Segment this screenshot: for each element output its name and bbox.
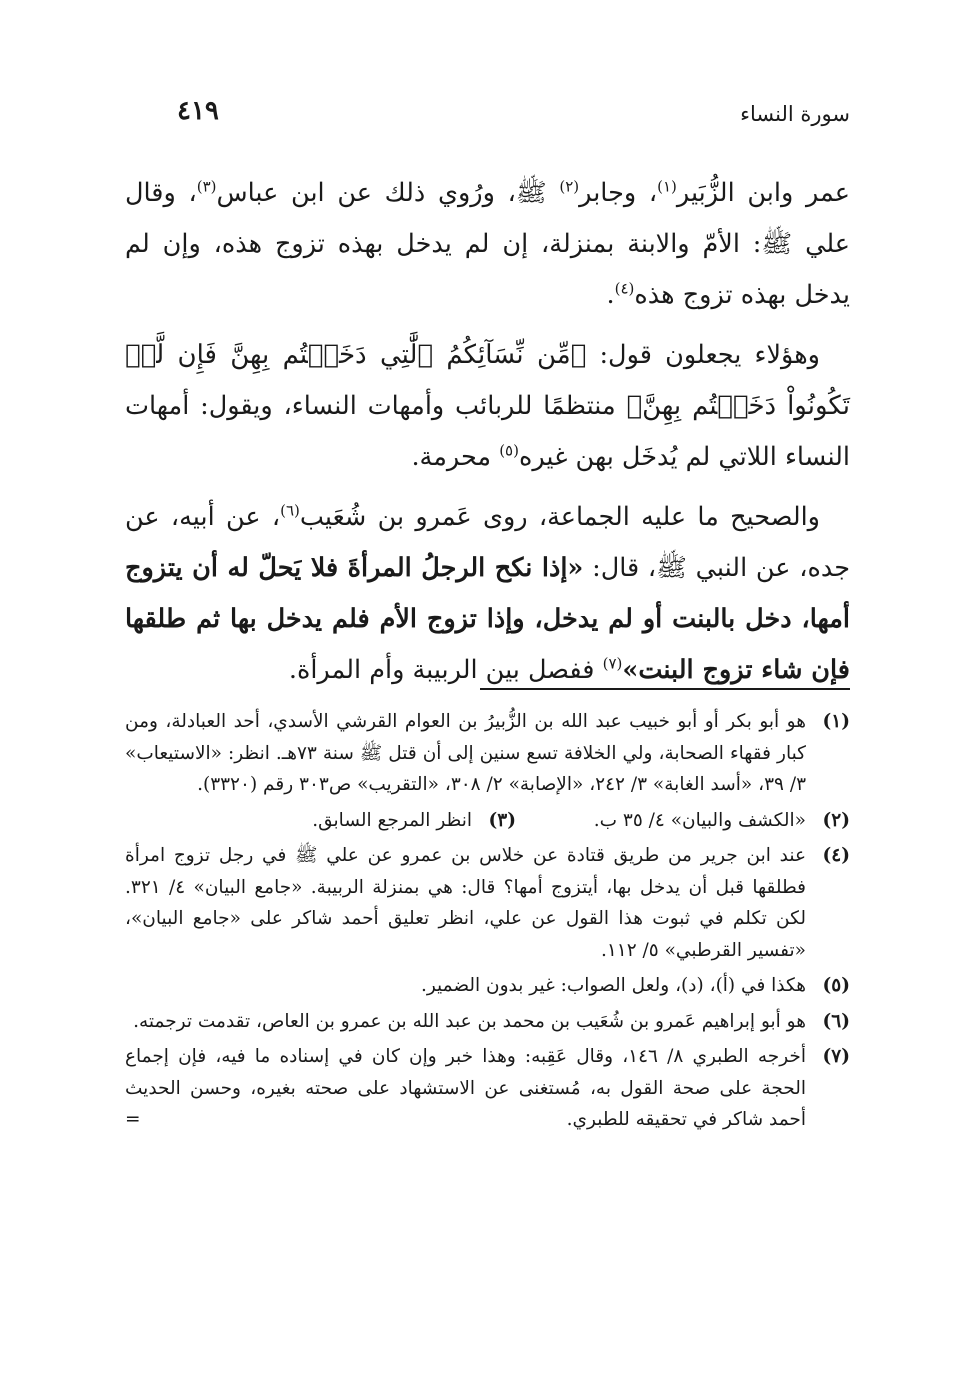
surah-title: سورة النساء <box>740 102 850 126</box>
text-run: ففصل بين الربيبة وأم المرأة. <box>288 655 603 685</box>
footnote-ref-2[interactable]: (٢) <box>559 177 580 196</box>
footnote-number: (٦) <box>822 1010 850 1032</box>
footnote-1 <box>125 706 850 801</box>
text-run: وهؤلاء يجعلون قول: <box>586 340 820 370</box>
footnote-text: انظر المرجع السابق. <box>312 809 472 831</box>
text-run: ، عن أبيه، عن جده، عن النبي ﷺ، قال: <box>125 502 850 583</box>
footnote-4 <box>125 840 850 966</box>
text-run: ، وقال علي ﷺ: الأمّ والابنة بمنزلة، إن لم يدخل بهذه تزوج هذه، وإن لم يدخل بهذه تزوج هذه <box>125 178 850 310</box>
footnotes <box>125 706 850 1140</box>
footnote-ref-7[interactable]: (٧) <box>602 654 623 673</box>
footnote-ref-1[interactable]: (١) <box>657 177 677 196</box>
paragraph-3 <box>125 492 850 696</box>
text-run: ، وجابر <box>579 178 658 208</box>
footnote-number: (٢) <box>822 809 850 831</box>
paragraph-2 <box>125 330 850 483</box>
paragraph-1 <box>125 168 850 321</box>
footnote-ref-4[interactable]: (٤) <box>614 279 635 298</box>
footnote-text: هو أبو إبراهيم عَمرو بن شُعَيب بن محمد بن عبد الله بن عمرو بن العاص، تقدمت ترجمته. <box>133 1010 806 1032</box>
quran-quote: ﴿مِّن نِّسَآئِكُمُ ٱلَّٰتِي دَخَلۡتُم بِهِنَّ فَإِن لَّمۡ تَكُونُواْ دَخَلۡتُم بِهِنَّ﴾ <box>125 340 850 421</box>
main-text <box>125 168 850 705</box>
footnote-6 <box>125 1006 850 1038</box>
text-run: والصحيح ما عليه الجماعة، روى عَمرو بن شُعَيب <box>299 502 820 532</box>
text-run: ﷺ، ورُوي ذلك عن ابن عباس <box>216 178 560 208</box>
text-run: عمر وابن الزُّبَير <box>676 178 851 208</box>
footnote-2 <box>516 805 850 837</box>
text-run: منتظمًا للربائب وأمهات النساء، ويقول: أمهات النساء اللاتي لم يُدخَل بهن غيره <box>125 391 850 472</box>
text-run: . <box>606 280 615 310</box>
footnote-5 <box>125 970 850 1002</box>
footnote-number: (٥) <box>822 975 850 996</box>
footnote-3 <box>312 805 516 837</box>
hadith-quote: «إذا نكح الرجلُ المرأةَ فلا يَحلّ له أن يتزوج أمها، دخل بالبنت أو لم يدخل، وإذا تزوج الأم فلم يدخل بها ثم طلقها فإن شاء تزوج البنت» <box>125 553 850 685</box>
footnote-ref-5[interactable]: (٥) <box>499 441 519 460</box>
footnote-text: أخرجه الطبري ٨/ ١٤٦، وقال عَقِبه: وهذا خبر وإن كان في إسناده ما فيه، فإن إجماع الحجة على صحة القول به، مُستغنى عن الاستشهاد على صحته بغيره، وحسن الحديث أحمد شاكر في تحقيقه للطبري. <box>125 1046 806 1130</box>
footnote-text: «الكشف والبيان» ٤/ ٣٥ ب. <box>593 809 806 831</box>
continuation-mark: = <box>125 1109 141 1130</box>
running-header <box>125 96 850 136</box>
footnote-number: (٧) <box>822 1046 850 1067</box>
footnote-row <box>125 805 850 837</box>
footnote-text: هكذا في (أ)، (د)، ولعل الصواب: غير بدون الضمير. <box>420 975 806 996</box>
footnote-ref-6[interactable]: (٦) <box>280 501 300 520</box>
page-number: ٤١٩ <box>177 96 219 126</box>
text-run: محرمة. <box>411 442 500 472</box>
footnote-7 <box>125 1041 850 1136</box>
footnote-text: عند ابن جرير من طريق قتادة عن خلاس بن عمرو عن علي ﷺ في رجل تزوج امرأة فطلقها قبل أن يدخل بها، أيتزوج أمها؟ قال: هي بمنزلة الربيبة. «جامع البيان» ٤/ ٣٢١. لكن تكلم في ثبوت هذا القول عن علي، انظر تعليق أحمد شاكر على «جامع البيان»، «تفسير القرطبي» ٥/ ١١٢. <box>125 845 806 961</box>
footnote-text: هو أبو بكر أو أبو خبيب عبد الله بن الزُّبيرُ بن العوام القرشي الأسدي، أحد العبادلة، ومن كبار فقهاء الصحابة، ولي الخلافة تسع سنين إلى أن قتل ﷺ سنة ٧٣هـ. انظر: «الاستيعاب» ٣/ ٣٩، «أسد الغابة» ٣/ ٢٤٢، «الإصابة» ٢/ ٣٠٨، «التقريب» ص٣٠٣ رقم (٣٣٢٠). <box>125 711 806 795</box>
footnote-ref-3[interactable]: (٣) <box>196 177 217 196</box>
footnote-number: (٤) <box>822 845 850 866</box>
footnote-number: (٣) <box>488 809 516 831</box>
footnote-number: (١) <box>822 711 850 732</box>
footnote-separator <box>480 688 850 690</box>
